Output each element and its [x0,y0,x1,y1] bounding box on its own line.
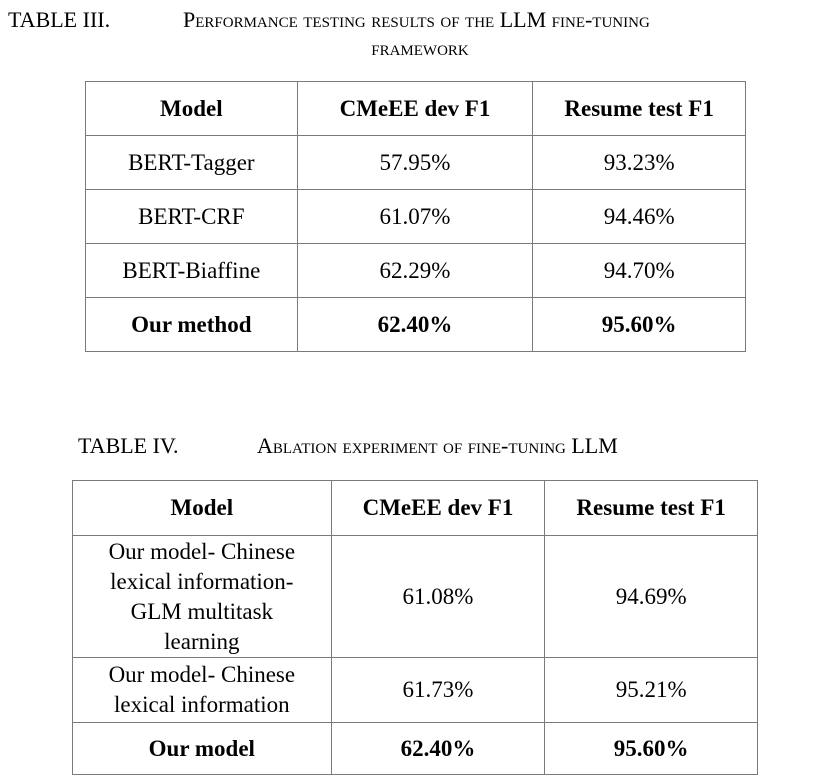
table-row [73,536,758,658]
table4-model-line: learning [164,628,240,654]
table3-cell-cmeee: 61.07% [297,190,533,244]
table-row [73,658,758,723]
table3 [85,81,746,352]
table3-cell-cmeee: 62.40% [297,298,533,352]
table4-cell-cmeee: 62.40% [331,723,545,775]
table4-model-line: Our model- Chinese [108,662,296,687]
table4-label: TABLE IV. [78,433,179,458]
table3-header-resume: Resume test F1 [533,82,746,136]
table3-cell-cmeee: 62.29% [297,244,533,298]
table4-cell-cmeee: 61.73% [331,658,545,723]
table4-model-line: GLM multitask [130,598,274,624]
table4-cell-model [73,658,332,723]
table4-header-model: Model [73,481,332,536]
table3-label: TABLE III. [8,7,111,32]
table4-cell-resume: 95.60% [545,723,758,775]
table3-cell-resume: 93.23% [533,136,746,190]
table4-cell-model [73,536,332,658]
table3-cell-model: BERT-Tagger [86,136,298,190]
table4-title: Ablation experiment of fine-tuning LLM [257,433,618,458]
table4-model-line: lexical information- [110,568,294,594]
table4-cell-resume: 95.21% [545,658,758,723]
table4 [72,480,758,775]
table-row [73,723,758,775]
table3-cell-cmeee: 57.95% [297,136,533,190]
table4-header-row [73,481,758,536]
table-row [86,190,746,244]
table-row [86,244,746,298]
table3-cell-resume: 94.70% [533,244,746,298]
table3-title-line2: framework [371,35,469,60]
table4-model-line: lexical information [114,692,290,717]
table4-cell-model: Our model [73,723,332,775]
table3-cell-model: BERT-Biaffine [86,244,298,298]
table3-cell-model: BERT-CRF [86,190,298,244]
table4-cell-resume: 94.69% [545,536,758,658]
table3-title-line1: Performance testing results of the LLM fine-tuning [183,7,650,32]
table3-header-row [86,82,746,136]
table3-cell-model: Our method [86,298,298,352]
table3-header-model: Model [86,82,298,136]
table-row [86,136,746,190]
table4-cell-cmeee: 61.08% [331,536,545,658]
table-row [86,298,746,352]
table4-model-line: Our model- Chinese [108,538,296,564]
table4-header-resume: Resume test F1 [545,481,758,536]
table3-cell-resume: 95.60% [533,298,746,352]
table3-cell-resume: 94.46% [533,190,746,244]
table4-header-cmeee: CMeEE dev F1 [331,481,545,536]
table3-header-cmeee: CMeEE dev F1 [297,82,533,136]
